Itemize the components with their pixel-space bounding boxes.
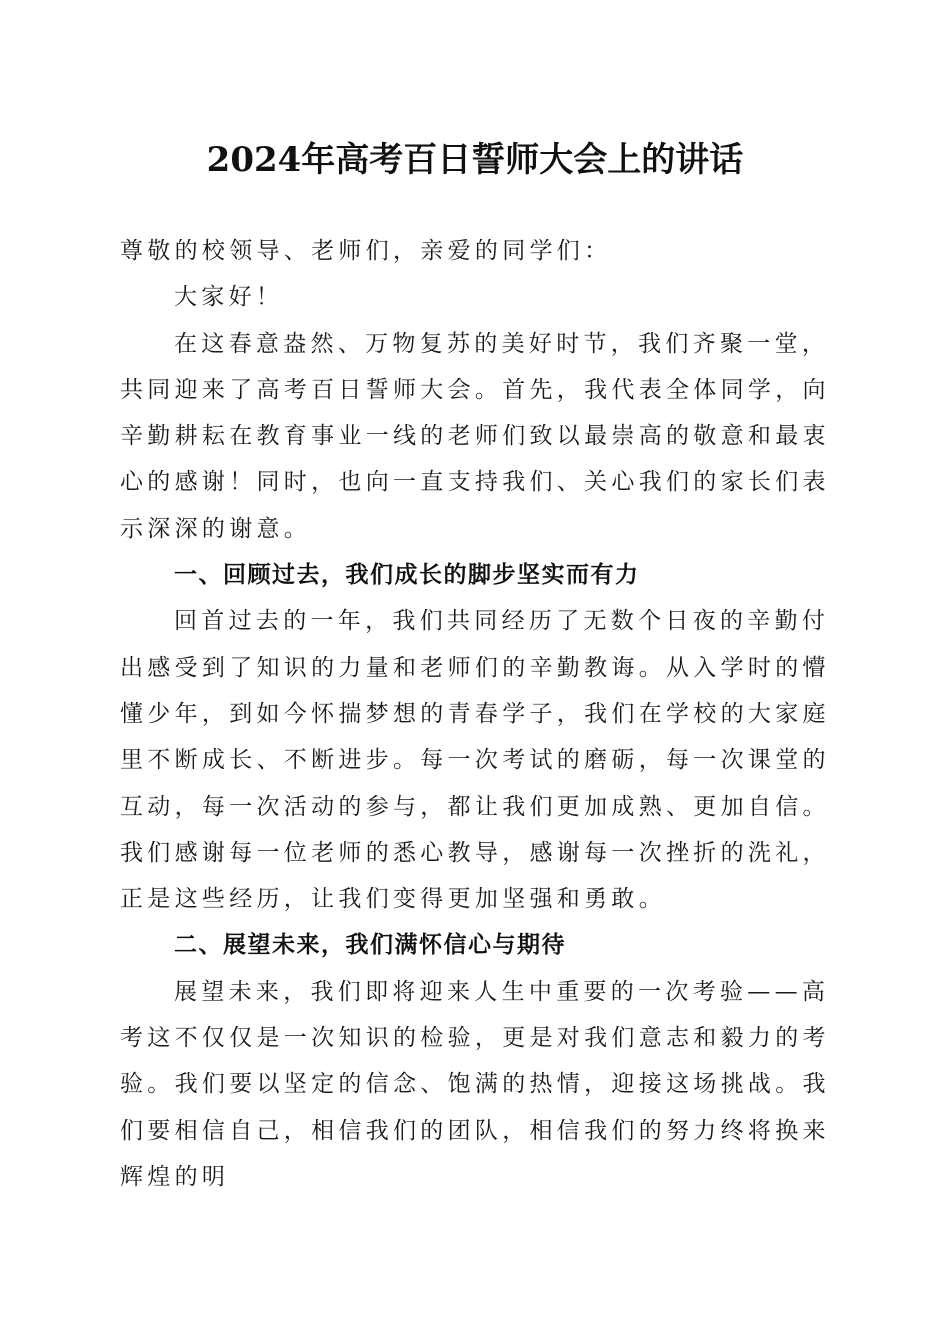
document-title: 2024年高考百日誓师大会上的讲话 [206, 140, 744, 180]
greeting: 大家好！ [174, 284, 284, 311]
section-heading-2: 二、展望未来，我们满怀信心与期待 [174, 932, 566, 959]
document-body [120, 228, 832, 1200]
section-paragraph-2: 展望未来，我们即将迎来人生中重要的一次考验——高考这不仅仅是一次知识的检验，更是对我们意志和毅力的考验。我们要以坚定的信念、饱满的热情，迎接这场挑战。我们要相信自己，相信我们的团队，相信我们的努力终将换来辉煌的明 [120, 978, 830, 1190]
intro-paragraph: 在这春意盎然、万物复苏的美好时节，我们齐聚一堂，共同迎来了高考百日誓师大会。首先，我代表全体同学，向辛勤耕耘在教育事业一线的老师们致以最崇高的敬意和最衷心的感谢！同时，也向一直支持我们、关心我们的家长们表示深深的谢意。 [120, 330, 830, 542]
section-heading-1: 一、回顾过去，我们成长的脚步坚实而有力 [174, 562, 640, 589]
section-paragraph-1: 回首过去的一年，我们共同经历了无数个日夜的辛勤付出感受到了知识的力量和老师们的辛勤教诲。从入学时的懵懂少年，到如今怀揣梦想的青春学子，我们在学校的大家庭里不断成长、不断进步。每一次考试的磨砺，每一次课堂的互动，每一次活动的参与，都让我们更加成熟、更加自信。我们感谢每一位老师的悉心教导，感谢每一次挫折的洗礼，正是这些经历，让我们变得更加坚强和勇敢。 [120, 608, 830, 913]
salutation: 尊敬的校领导、老师们，亲爱的同学们： [120, 238, 612, 264]
